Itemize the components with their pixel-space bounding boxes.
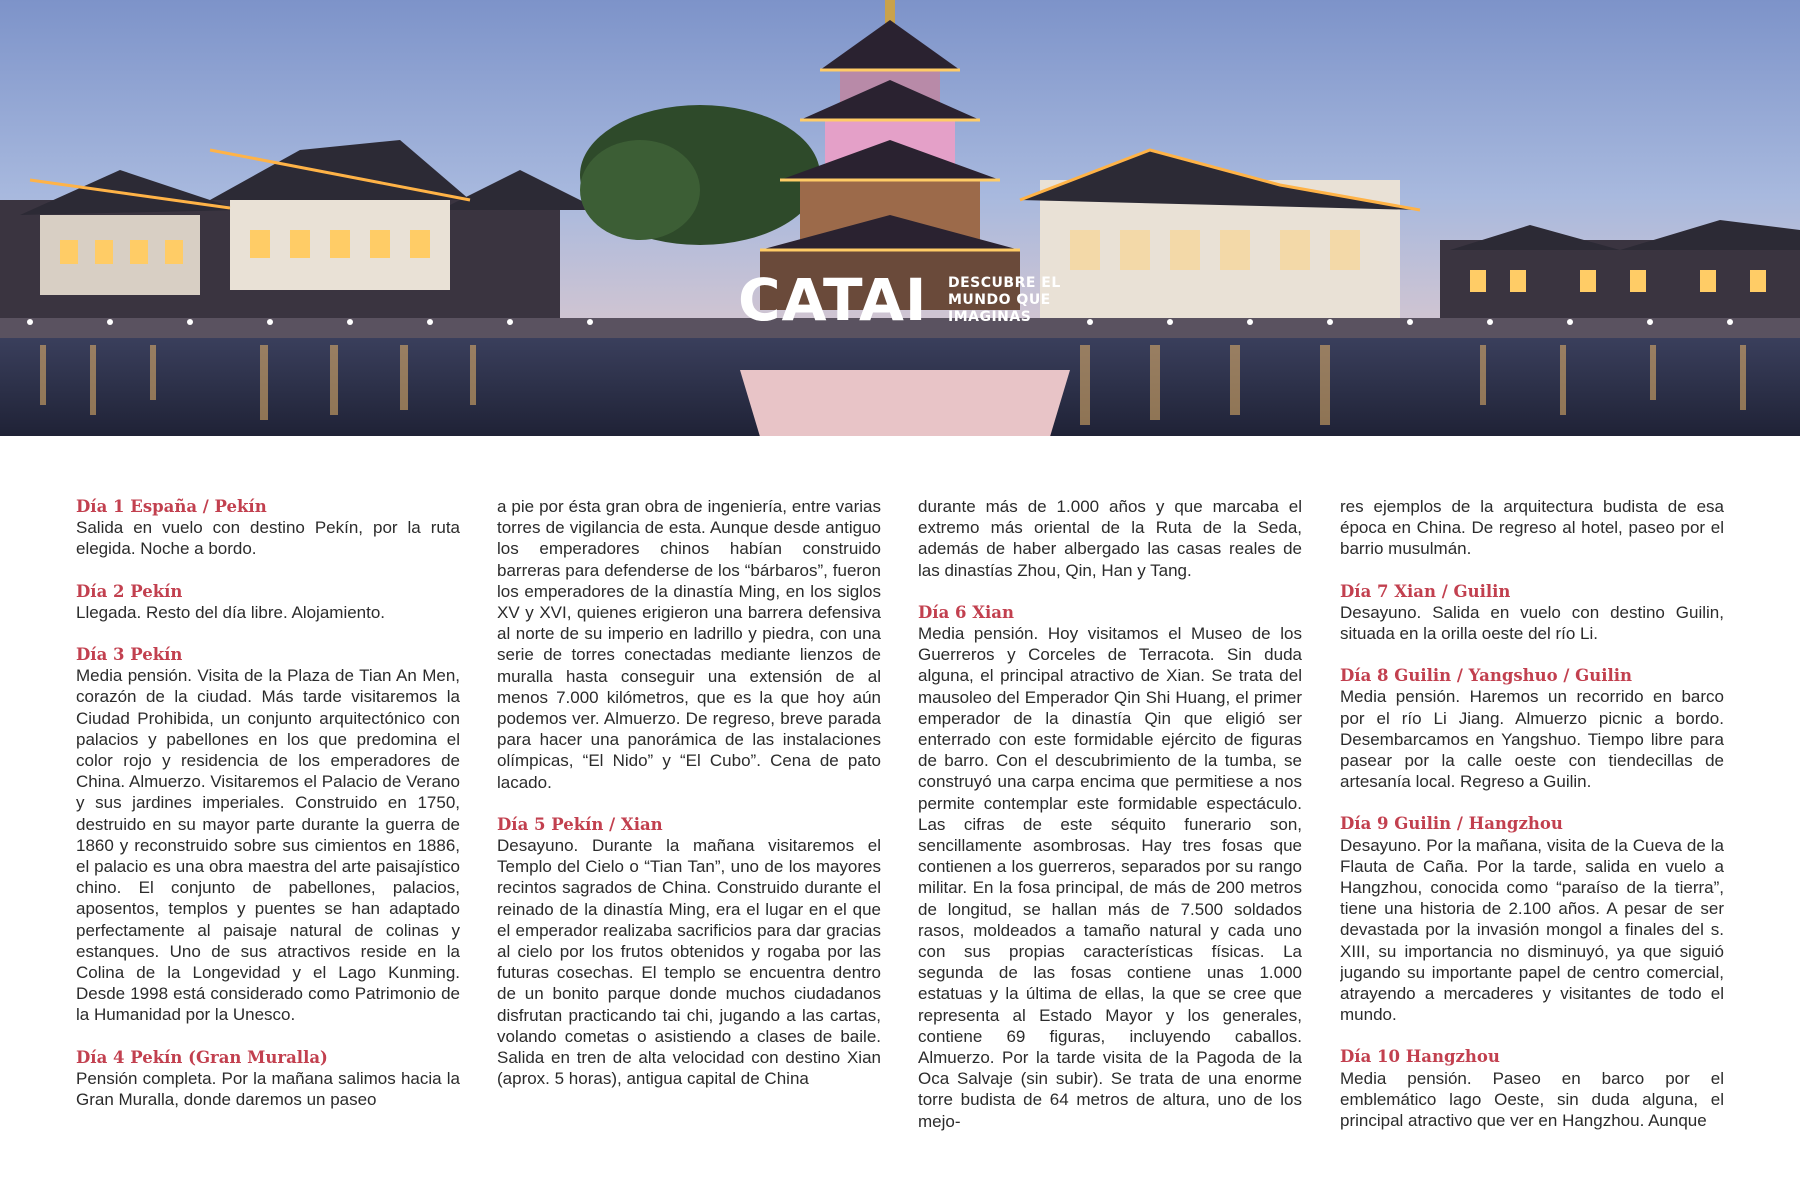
day-text: Desayuno. Durante la mañana visitaremos el Templo del Cielo o “Tian Tan”, uno de los mayores recintos sagrados de China. Construido durante el reinado de la dinastía Ming, era el lugar en el que el emperador realizaba sacrificios para dar gracias al cielo por los frutos obtenidos y rogaba por las futuras cosechas. El templo se encuentra dentro de un bonito parque donde muchos ciudadanos disfrutan practicando tai chi, jugando a las cartas, volando cometas o asistiendo a clases de baile. Salida en tren de alta velocidad con destino Xian (aprox. 5 horas), antigua capital de China [497, 836, 881, 1089]
day-text: Media pensión. Haremos un recorrido en barco por el río Li Jiang. Almuerzo picnic a bordo. Desembarcamos en Yangshuo. Tiempo libre para pasear por la calle oeste con tiendecillas de artesanía local. Regreso a Guilin. [1340, 687, 1724, 792]
day-heading: Día 2 Pekín [76, 581, 183, 601]
hero-image [0, 0, 1800, 436]
itinerary-columns [76, 496, 1726, 1146]
itinerary-day [1340, 665, 1724, 792]
pink-tab-decoration [740, 370, 1070, 436]
text-column-1 [76, 496, 460, 1144]
day-heading: Día 6 Xian [918, 602, 1014, 622]
day-text: durante más de 1.000 años y que marcaba el extremo más oriental de la Ruta de la Seda, además de haber albergado las casas reales de las dinastías Zhou, Qin, Han y Tang. [918, 497, 1302, 580]
day-heading: Día 4 Pekín (Gran Muralla) [76, 1047, 328, 1067]
day-text: Media pensión. Paseo en barco por el emblemático lago Oeste, sin duda alguna, el principal atractivo que ver en Hangzhou. Aunque [1340, 1068, 1724, 1131]
itinerary-continuation [497, 496, 881, 793]
day-heading: Día 10 Hangzhou [1340, 1047, 1500, 1067]
brand-tagline: DESCUBRE EL MUNDO QUE IMAGINAS [948, 275, 1061, 325]
day-text: Media pensión. Hoy visitamos el Museo de los Guerreros y Corceles de Terracota. Sin duda alguna, el principal atractivo de Xian. Se trata del mausoleo del Emperador Qin Shi Huang, el primer emperador de la dinastía Qin que eligió ser enterrado con este formidable ejército de figuras de barro. Con el descubrimiento de la tumba, se construyó una carpa encima que permitiese a nos permite contemplar este formidable espectáculo. Las cifras de este séquito funerario son, sencillamente asombrosas. Hay tres fosas que contienen a los guerreros, separados por su rango militar. En la fosa principal, de más de 200 metros de longitud, se hallan más de 7.500 soldados rasos, moldeados a tamaño natural y cada uno con sus propias características físicas. La segunda de las fosas contiene unas 1.000 estatuas y la última de ellas, la que se cree que representa al Estado Mayor y los generales, contiene 69 figuras, incluyendo caballos. Almuerzo. Por la tarde visita de la Pagoda de la Oca Salvaje (sin subir). Se trata de una enorme torre budista de 64 metros de altura, uno de los mejo- [918, 624, 1302, 1131]
itinerary-day [76, 644, 460, 1026]
itinerary-day [76, 581, 460, 623]
day-text: Llegada. Resto del día libre. Alojamiento. [76, 602, 386, 622]
text-column-2 [497, 496, 881, 1144]
day-heading: Día 5 Pekín / Xian [497, 814, 663, 834]
brand-logo [738, 265, 1078, 325]
itinerary-day [497, 814, 881, 1090]
day-text: Pensión completa. Por la mañana salimos hacia la Gran Muralla, donde daremos un paseo [76, 1068, 460, 1110]
itinerary-day [918, 602, 1302, 1132]
itinerary-day [76, 496, 460, 560]
day-heading: Día 9 Guilin / Hangzhou [1340, 814, 1563, 834]
brand-name: CATAI [738, 266, 928, 325]
day-heading: Día 3 Pekín [76, 645, 183, 665]
day-heading: Día 8 Guilin / Yangshuo / Guilin [1340, 666, 1633, 686]
day-text: Desayuno. Salida en vuelo con destino Guilin, situada en la orilla oeste del río Li. [1340, 602, 1724, 644]
day-text: Desayuno. Por la mañana, visita de la Cueva de la Flauta de Caña. Por la tarde, salida en vuelo a Hangzhou, conocida como “paraíso de la tierra”, tiene una historia de 2.100 años. A pesar de ser devastada por la invasión mongol a finales del s. XIII, su importancia no disminuyó, ya que siguió jugando su importante papel de centro comercial, atrayendo a mercaderes y visitantes de todo el mundo. [1340, 835, 1724, 1025]
itinerary-continuation [1340, 496, 1724, 560]
day-text: a pie por ésta gran obra de ingeniería, entre varias torres de vigilancia de esta. Aunque desde antiguo los emperadores chinos habían construido barreras para defenderse de los “bárbaros”, fueron los emperadores de la dinastía Ming, en los siglos XV y XVI, quienes erigieron una barrera defensiva al norte de su imperio en ladrillo y piedra, con una serie de torres conectadas mediante lienzos de muralla hasta conseguir una extensión de al menos 7.000 kilómetros, que es la que hoy aún podemos ver. Almuerzo. De regreso, breve parada para hacer una panorámica de las instalaciones olímpicas, “El Nido” y “El Cubo”. Cena de pato lacado. [497, 497, 881, 792]
itinerary-continuation [918, 496, 1302, 581]
day-heading: Día 7 Xian / Guilin [1340, 581, 1511, 601]
day-text: res ejemplos de la arquitectura budista de esa época en China. De regreso al hotel, paseo por el barrio musulmán. [1340, 497, 1724, 559]
text-column-4 [1340, 496, 1724, 1144]
itinerary-day [1340, 581, 1724, 645]
itinerary-day [76, 1047, 460, 1111]
itinerary-day [1340, 1046, 1724, 1131]
day-text: Media pensión. Visita de la Plaza de Tian An Men, corazón de la ciudad. Más tarde visitaremos la Ciudad Prohibida, un conjunto arquitectónico con palacios y pabellones en los que predomina el color rojo y residencia de los emperadores de China. Almuerzo. Visitaremos el Palacio de Verano y sus jardines imperiales. Construido en 1750, destruido en su mayor parte durante la guerra de 1860 y reconstruido sobre sus cimientos en 1886, el palacio es una obra maestra del arte paisajístico chino. El conjunto de pabellones, palacios, aposentos, templos y puentes se han adaptado perfectamente al paisaje natural de colinas y estanques. Uno de sus atractivos reside en la Colina de la Longevidad y el Lago Kunming. Desde 1998 está considerado como Patrimonio de la Humanidad por la Unesco. [76, 666, 460, 1025]
day-text: Salida en vuelo con destino Pekín, por la ruta elegida. Noche a bordo. [76, 518, 460, 559]
itinerary-day [1340, 813, 1724, 1025]
day-heading: Día 1 España / Pekín [76, 497, 267, 516]
text-column-3 [918, 496, 1302, 1144]
